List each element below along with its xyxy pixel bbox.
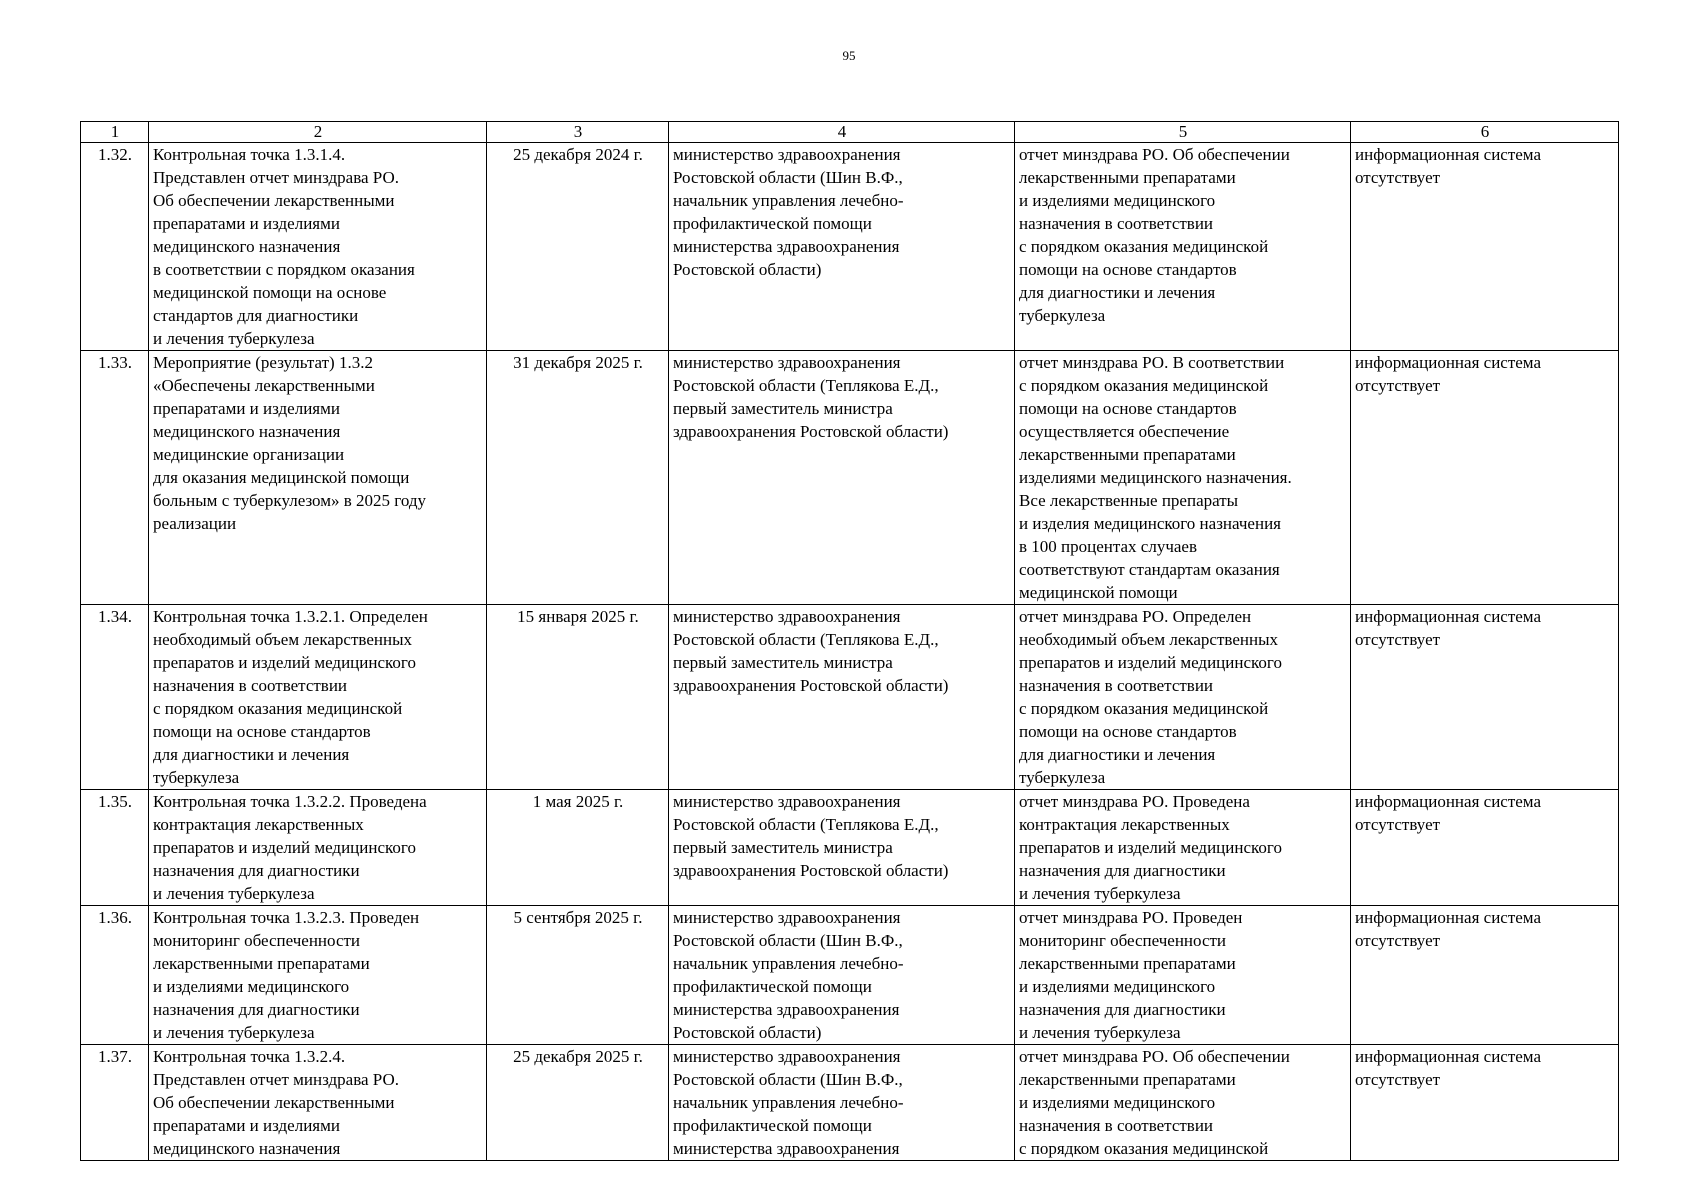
measure-name-line: необходимый объем лекарственных — [153, 630, 412, 649]
column-header-5: 5 — [1015, 122, 1351, 143]
due-date-cell: 15 января 2025 г. — [487, 605, 669, 790]
measure-name-cell — [149, 143, 487, 351]
responsible-executor-cell — [669, 143, 1015, 351]
responsible-executor-line: первый заместитель министра — [673, 653, 893, 672]
responsible-executor-line: Ростовской области) — [673, 260, 822, 279]
measure-name-line: Мероприятие (результат) 1.3.2 — [153, 353, 373, 372]
confirming-document-line: отчет минздрава РО. Определен — [1019, 607, 1252, 626]
confirming-document-cell — [1015, 1045, 1351, 1161]
information-system-cell — [1351, 906, 1619, 1045]
measure-name-cell — [149, 605, 487, 790]
row-number-cell: 1.33. — [81, 351, 149, 605]
responsible-executor-line: начальник управления лечебно- — [673, 954, 904, 973]
table-row — [81, 605, 1619, 790]
measure-name-cell — [149, 790, 487, 906]
measure-name-line: назначения для диагностики — [153, 1000, 360, 1019]
measure-name-line: больным с туберкулезом» в 2025 году — [153, 491, 426, 510]
header-row — [81, 122, 1619, 143]
measure-name-line: Контрольная точка 1.3.2.3. Проведен — [153, 908, 420, 927]
table-body — [81, 143, 1619, 1161]
column-header-6: 6 — [1351, 122, 1619, 143]
due-date-cell: 25 декабря 2024 г. — [487, 143, 669, 351]
confirming-document-cell — [1015, 143, 1351, 351]
confirming-document-line: необходимый объем лекарственных — [1019, 630, 1278, 649]
table-row — [81, 351, 1619, 605]
responsible-executor-line: министерства здравоохранения — [673, 1000, 900, 1019]
confirming-document-line: и изделиями медицинского — [1019, 977, 1216, 996]
responsible-executor-line: профилактической помощи — [673, 1116, 872, 1135]
confirming-document-line: лекарственными препаратами — [1019, 445, 1236, 464]
responsible-executor-cell — [669, 906, 1015, 1045]
confirming-document-cell — [1015, 351, 1351, 605]
responsible-executor-line: министерства здравоохранения — [673, 1139, 900, 1158]
confirming-document-line: и изделия медицинского назначения — [1019, 514, 1281, 533]
responsible-executor-line: министерство здравоохранения — [673, 607, 901, 626]
measure-name-line: стандартов для диагностики — [153, 306, 359, 325]
confirming-document-line: и изделиями медицинского — [1019, 191, 1216, 210]
confirming-document-cell — [1015, 906, 1351, 1045]
confirming-document-line: Все лекарственные препараты — [1019, 491, 1239, 510]
information-system-line: информационная система — [1355, 145, 1541, 164]
measure-name-line: в соответствии с порядком оказания — [153, 260, 415, 279]
measure-name-cell — [149, 351, 487, 605]
responsible-executor-line: министерство здравоохранения — [673, 353, 901, 372]
measure-name-line: Контрольная точка 1.3.1.4. — [153, 145, 346, 164]
confirming-document-line: лекарственными препаратами — [1019, 954, 1236, 973]
confirming-document-line: препаратов и изделий медицинского — [1019, 838, 1282, 857]
information-system-cell — [1351, 143, 1619, 351]
confirming-document-line: с порядком оказания медицинской — [1019, 237, 1269, 256]
confirming-document-line: отчет минздрава РО. Проведена — [1019, 792, 1250, 811]
confirming-document-line: назначения в соответствии — [1019, 214, 1214, 233]
confirming-document-line: отчет минздрава РО. В соответствии — [1019, 353, 1285, 372]
information-system-line: отсутствует — [1355, 168, 1441, 187]
row-number-cell: 1.37. — [81, 1045, 149, 1161]
row-number-cell: 1.36. — [81, 906, 149, 1045]
table-row — [81, 790, 1619, 906]
measure-name-line: и лечения туберкулеза — [153, 1023, 315, 1042]
information-system-line: информационная система — [1355, 1047, 1541, 1066]
confirming-document-line: для диагностики и лечения — [1019, 745, 1216, 764]
responsible-executor-line: Ростовской области (Шин В.Ф., — [673, 168, 903, 187]
responsible-executor-line: Ростовской области (Шин В.Ф., — [673, 931, 903, 950]
confirming-document-line: для диагностики и лечения — [1019, 283, 1216, 302]
measure-name-line: Об обеспечении лекарственными — [153, 1093, 395, 1112]
confirming-document-line: медицинской помощи — [1019, 583, 1178, 602]
confirming-document-line: помощи на основе стандартов — [1019, 722, 1237, 741]
information-system-line: информационная система — [1355, 908, 1541, 927]
measure-name-line: медицинской помощи на основе — [153, 283, 387, 302]
measure-name-line: назначения в соответствии — [153, 676, 348, 695]
plan-table — [80, 121, 1619, 1161]
measure-name-line: и лечения туберкулеза — [153, 329, 315, 348]
measure-name-line: мониторинг обеспеченности — [153, 931, 361, 950]
confirming-document-line: туберкулеза — [1019, 768, 1106, 787]
measure-name-line: с порядком оказания медицинской — [153, 699, 403, 718]
confirming-document-line: мониторинг обеспеченности — [1019, 931, 1227, 950]
responsible-executor-line: министерство здравоохранения — [673, 1047, 901, 1066]
responsible-executor-line: Ростовской области (Теплякова Е.Д., — [673, 815, 939, 834]
confirming-document-line: помощи на основе стандартов — [1019, 399, 1237, 418]
table-header — [81, 122, 1619, 143]
confirming-document-line: изделиями медицинского назначения. — [1019, 468, 1292, 487]
confirming-document-line: помощи на основе стандартов — [1019, 260, 1237, 279]
responsible-executor-line: профилактической помощи — [673, 977, 872, 996]
measure-name-line: Представлен отчет минздрава РО. — [153, 1070, 399, 1089]
responsible-executor-line: первый заместитель министра — [673, 399, 893, 418]
measure-name-line: препаратами и изделиями — [153, 399, 340, 418]
measure-name-line: помощи на основе стандартов — [153, 722, 371, 741]
measure-name-line: реализации — [153, 514, 237, 533]
information-system-line: информационная система — [1355, 353, 1541, 372]
measure-name-line: Контрольная точка 1.3.2.2. Проведена — [153, 792, 427, 811]
information-system-line: отсутствует — [1355, 630, 1441, 649]
measure-name-line: для диагностики и лечения — [153, 745, 350, 764]
information-system-line: информационная система — [1355, 792, 1541, 811]
responsible-executor-line: здравоохранения Ростовской области) — [673, 676, 949, 695]
confirming-document-line: с порядком оказания медицинской — [1019, 1139, 1269, 1158]
responsible-executor-line: министерство здравоохранения — [673, 792, 901, 811]
table-row — [81, 906, 1619, 1045]
confirming-document-line: лекарственными препаратами — [1019, 168, 1236, 187]
confirming-document-line: назначения для диагностики — [1019, 1000, 1226, 1019]
information-system-cell — [1351, 790, 1619, 906]
responsible-executor-line: здравоохранения Ростовской области) — [673, 422, 949, 441]
measure-name-line: медицинские организации — [153, 445, 345, 464]
information-system-line: информационная система — [1355, 607, 1541, 626]
information-system-cell — [1351, 1045, 1619, 1161]
measure-name-line: Контрольная точка 1.3.2.1. Определен — [153, 607, 428, 626]
information-system-line: отсутствует — [1355, 815, 1441, 834]
confirming-document-line: и лечения туберкулеза — [1019, 884, 1181, 903]
confirming-document-cell — [1015, 790, 1351, 906]
measure-name-line: препаратов и изделий медицинского — [153, 653, 416, 672]
measure-name-line: Контрольная точка 1.3.2.4. — [153, 1047, 346, 1066]
responsible-executor-cell — [669, 351, 1015, 605]
responsible-executor-line: министерства здравоохранения — [673, 237, 900, 256]
responsible-executor-line: здравоохранения Ростовской области) — [673, 861, 949, 880]
measure-name-line: Об обеспечении лекарственными — [153, 191, 395, 210]
due-date-cell: 25 декабря 2025 г. — [487, 1045, 669, 1161]
measure-name-line: для оказания медицинской помощи — [153, 468, 410, 487]
responsible-executor-cell — [669, 1045, 1015, 1161]
responsible-executor-line: начальник управления лечебно- — [673, 1093, 904, 1112]
confirming-document-line: назначения для диагностики — [1019, 861, 1226, 880]
confirming-document-line: соответствуют стандартам оказания — [1019, 560, 1280, 579]
responsible-executor-line: профилактической помощи — [673, 214, 872, 233]
information-system-cell — [1351, 351, 1619, 605]
confirming-document-line: и лечения туберкулеза — [1019, 1023, 1181, 1042]
confirming-document-line: отчет минздрава РО. Проведен — [1019, 908, 1243, 927]
table-row — [81, 143, 1619, 351]
information-system-line: отсутствует — [1355, 376, 1441, 395]
information-system-cell — [1351, 605, 1619, 790]
due-date-cell: 1 мая 2025 г. — [487, 790, 669, 906]
confirming-document-line: с порядком оказания медицинской — [1019, 699, 1269, 718]
column-header-4: 4 — [669, 122, 1015, 143]
confirming-document-cell — [1015, 605, 1351, 790]
column-header-3: 3 — [487, 122, 669, 143]
confirming-document-line: отчет минздрава РО. Об обеспечении — [1019, 145, 1290, 164]
responsible-executor-cell — [669, 790, 1015, 906]
measure-name-line: туберкулеза — [153, 768, 240, 787]
confirming-document-line: с порядком оказания медицинской — [1019, 376, 1269, 395]
due-date-cell: 31 декабря 2025 г. — [487, 351, 669, 605]
responsible-executor-line: Ростовской области) — [673, 1023, 822, 1042]
measure-name-line: контрактация лекарственных — [153, 815, 364, 834]
responsible-executor-line: Ростовской области (Теплякова Е.Д., — [673, 376, 939, 395]
confirming-document-line: и изделиями медицинского — [1019, 1093, 1216, 1112]
confirming-document-line: назначения в соответствии — [1019, 676, 1214, 695]
information-system-line: отсутствует — [1355, 1070, 1441, 1089]
measure-name-cell — [149, 906, 487, 1045]
measure-name-line: Представлен отчет минздрава РО. — [153, 168, 399, 187]
confirming-document-line: осуществляется обеспечение — [1019, 422, 1230, 441]
confirming-document-line: в 100 процентах случаев — [1019, 537, 1197, 556]
confirming-document-line: контрактация лекарственных — [1019, 815, 1230, 834]
responsible-executor-line: первый заместитель министра — [673, 838, 893, 857]
measure-name-line: назначения для диагностики — [153, 861, 360, 880]
responsible-executor-cell — [669, 605, 1015, 790]
measure-name-line: медицинского назначения — [153, 237, 341, 256]
row-number-cell: 1.35. — [81, 790, 149, 906]
responsible-executor-line: начальник управления лечебно- — [673, 191, 904, 210]
table-row — [81, 1045, 1619, 1161]
measure-name-line: лекарственными препаратами — [153, 954, 370, 973]
confirming-document-line: назначения в соответствии — [1019, 1116, 1214, 1135]
measure-name-line: и изделиями медицинского — [153, 977, 350, 996]
measure-name-line: медицинского назначения — [153, 422, 341, 441]
measure-name-line: препаратами и изделиями — [153, 214, 340, 233]
row-number-cell: 1.32. — [81, 143, 149, 351]
column-header-2: 2 — [149, 122, 487, 143]
responsible-executor-line: Ростовской области (Теплякова Е.Д., — [673, 630, 939, 649]
responsible-executor-line: министерство здравоохранения — [673, 908, 901, 927]
page-number: 95 — [842, 48, 856, 63]
measure-name-line: медицинского назначения — [153, 1139, 341, 1158]
measure-name-line: и лечения туберкулеза — [153, 884, 315, 903]
confirming-document-line: туберкулеза — [1019, 306, 1106, 325]
responsible-executor-line: министерство здравоохранения — [673, 145, 901, 164]
confirming-document-line: отчет минздрава РО. Об обеспечении — [1019, 1047, 1290, 1066]
confirming-document-line: препаратов и изделий медицинского — [1019, 653, 1282, 672]
measure-name-line: препаратов и изделий медицинского — [153, 838, 416, 857]
measure-name-line: препаратами и изделиями — [153, 1116, 340, 1135]
row-number-cell: 1.34. — [81, 605, 149, 790]
column-header-1: 1 — [81, 122, 149, 143]
measure-name-line: «Обеспечены лекарственными — [153, 376, 375, 395]
information-system-line: отсутствует — [1355, 931, 1441, 950]
confirming-document-line: лекарственными препаратами — [1019, 1070, 1236, 1089]
due-date-cell: 5 сентября 2025 г. — [487, 906, 669, 1045]
responsible-executor-line: Ростовской области (Шин В.Ф., — [673, 1070, 903, 1089]
measure-name-cell — [149, 1045, 487, 1161]
